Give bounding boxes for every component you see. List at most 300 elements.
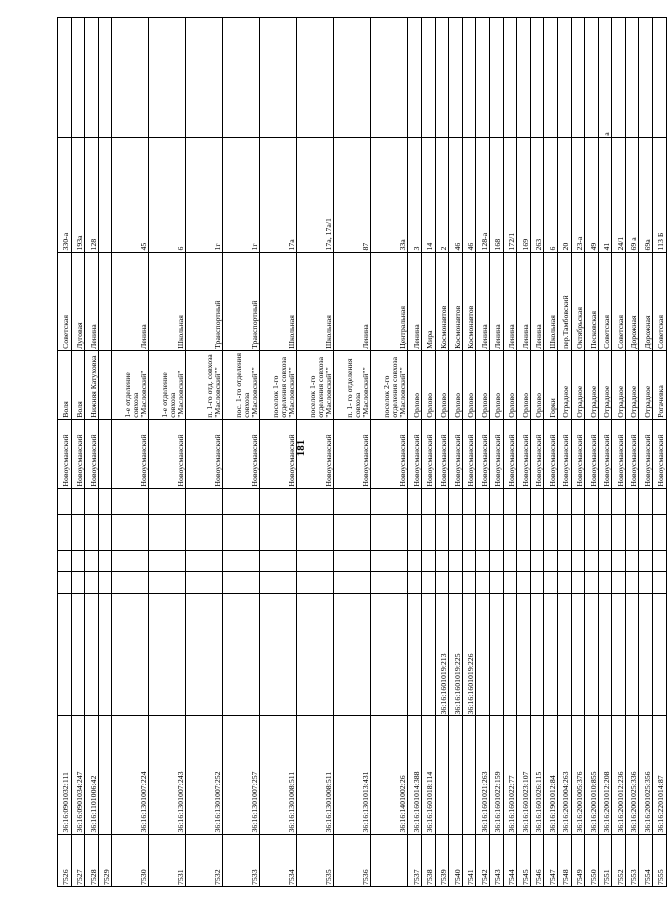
table-row bbox=[653, 18, 667, 887]
table-row bbox=[223, 18, 260, 887]
empty-cell bbox=[503, 572, 517, 593]
street-cell: Мира bbox=[421, 252, 435, 350]
cadastral-number-cell: 36:16:1601018:114 bbox=[421, 716, 435, 834]
table-row bbox=[462, 18, 476, 887]
letter-cell bbox=[476, 18, 490, 138]
row-number-cell: 7555 bbox=[653, 834, 667, 886]
street-cell: Школьная bbox=[260, 252, 297, 350]
district-cell: Новоусманский bbox=[557, 419, 571, 488]
house-number-cell: 46 bbox=[449, 137, 463, 252]
row-number-cell: 7528 bbox=[85, 834, 99, 886]
empty-cell bbox=[408, 488, 422, 514]
locality-cell: Воля bbox=[58, 350, 72, 419]
house-number-cell: 113 Б bbox=[653, 137, 667, 252]
street-cell: Советская bbox=[58, 252, 72, 350]
letter-cell bbox=[639, 18, 653, 138]
cadastral-number-extra-cell bbox=[503, 593, 517, 716]
district-cell: Новоусманский bbox=[639, 419, 653, 488]
empty-cell bbox=[408, 514, 422, 550]
cadastral-number-extra-cell bbox=[544, 593, 558, 716]
empty-cell bbox=[58, 488, 72, 514]
letter-cell bbox=[58, 18, 72, 138]
table-row bbox=[489, 18, 503, 887]
street-cell: Школьная bbox=[297, 252, 334, 350]
house-number-cell: 14 bbox=[421, 137, 435, 252]
empty-cell bbox=[653, 514, 667, 550]
letter-cell bbox=[435, 18, 449, 138]
district-cell: Новоусманский bbox=[517, 419, 531, 488]
table-row bbox=[408, 18, 422, 887]
street-cell: Ленина bbox=[85, 252, 99, 350]
letter-cell bbox=[585, 18, 599, 138]
cadastral-number-extra-cell bbox=[408, 593, 422, 716]
house-number-cell: 45 bbox=[112, 137, 149, 252]
locality-cell: Воля bbox=[71, 350, 85, 419]
row-number-cell: 7544 bbox=[503, 834, 517, 886]
empty-cell bbox=[585, 572, 599, 593]
empty-cell bbox=[85, 488, 99, 514]
locality-cell: поселок 1-го отделения совхоза "Масловский"" bbox=[260, 350, 297, 419]
row-number-cell: 7545 bbox=[517, 834, 531, 886]
cadastral-number-cell: 36:16:1301007:252 bbox=[186, 716, 223, 834]
empty-cell bbox=[260, 550, 297, 571]
empty-cell bbox=[371, 514, 408, 550]
district-cell: Новоусманский bbox=[598, 419, 612, 488]
letter-cell bbox=[112, 18, 149, 138]
row-number-cell: 7540 bbox=[449, 834, 463, 886]
empty-cell bbox=[625, 514, 639, 550]
row-number-cell: 7547 bbox=[544, 834, 558, 886]
cadastral-number-cell bbox=[435, 716, 449, 834]
district-cell: Новоусманский bbox=[476, 419, 490, 488]
empty-cell bbox=[58, 550, 72, 571]
district-cell: Новоусманский bbox=[544, 419, 558, 488]
row-number-cell: 7551 bbox=[598, 834, 612, 886]
locality-cell: Отрадное bbox=[612, 350, 626, 419]
locality-cell: Орлово bbox=[462, 350, 476, 419]
empty-cell bbox=[223, 550, 260, 571]
cadastral-number-extra-cell bbox=[85, 593, 99, 716]
table-row bbox=[85, 18, 99, 887]
locality-cell: Отрадное bbox=[625, 350, 639, 419]
table-row bbox=[612, 18, 626, 887]
table-row bbox=[557, 18, 571, 887]
empty-cell bbox=[435, 514, 449, 550]
empty-cell bbox=[186, 514, 223, 550]
street-cell: Советская bbox=[653, 252, 667, 350]
letter-cell bbox=[489, 18, 503, 138]
empty-cell bbox=[557, 572, 571, 593]
empty-cell bbox=[98, 572, 112, 593]
empty-cell bbox=[517, 514, 531, 550]
district-cell: Новоусманский bbox=[71, 419, 85, 488]
locality-cell: Орлово bbox=[435, 350, 449, 419]
empty-cell bbox=[517, 550, 531, 571]
cadastral-number-extra-cell bbox=[489, 593, 503, 716]
cadastral-number-extra-cell bbox=[149, 593, 186, 716]
letter-cell bbox=[557, 18, 571, 138]
table-row bbox=[297, 18, 334, 887]
house-number-cell: 168 bbox=[489, 137, 503, 252]
district-cell bbox=[98, 419, 112, 488]
table-row bbox=[435, 18, 449, 887]
row-number-cell: 7541 bbox=[462, 834, 476, 886]
street-cell: Дорожная bbox=[639, 252, 653, 350]
empty-cell bbox=[149, 514, 186, 550]
district-cell: Новоусманский bbox=[58, 419, 72, 488]
cadastral-number-cell: 36:16:2001005:376 bbox=[571, 716, 585, 834]
row-number-cell: 7539 bbox=[435, 834, 449, 886]
district-cell: Новоусманский bbox=[334, 419, 371, 488]
house-number-cell: 3 bbox=[408, 137, 422, 252]
empty-cell bbox=[625, 550, 639, 571]
street-cell: Ленина bbox=[334, 252, 371, 350]
empty-cell bbox=[462, 514, 476, 550]
district-cell: Новоусманский bbox=[297, 419, 334, 488]
locality-cell: Орлово bbox=[408, 350, 422, 419]
locality-cell: поселок 2-го отделения совхоза "Масловский"" bbox=[371, 350, 408, 419]
empty-cell bbox=[223, 572, 260, 593]
locality-cell: Орлово bbox=[449, 350, 463, 419]
empty-cell bbox=[98, 514, 112, 550]
empty-cell bbox=[489, 514, 503, 550]
empty-cell bbox=[85, 572, 99, 593]
cadastral-number-cell: 36:16:2201014:87 bbox=[653, 716, 667, 834]
street-cell: Ленина bbox=[112, 252, 149, 350]
empty-cell bbox=[571, 572, 585, 593]
district-cell: Новоусманский bbox=[462, 419, 476, 488]
empty-cell bbox=[598, 488, 612, 514]
district-cell: Новоусманский bbox=[435, 419, 449, 488]
row-number-cell: 7530 bbox=[112, 834, 149, 886]
district-cell: Новоусманский bbox=[530, 419, 544, 488]
empty-cell bbox=[476, 550, 490, 571]
empty-cell bbox=[503, 488, 517, 514]
street-cell: Центральная bbox=[371, 252, 408, 350]
table-row bbox=[71, 18, 85, 887]
district-cell: Новоусманский bbox=[449, 419, 463, 488]
cadastral-number-extra-cell bbox=[625, 593, 639, 716]
empty-cell bbox=[639, 550, 653, 571]
house-number-cell: 17а bbox=[260, 137, 297, 252]
street-cell: Транспортный bbox=[186, 252, 223, 350]
empty-cell bbox=[489, 572, 503, 593]
locality-cell: Отрадное bbox=[557, 350, 571, 419]
cadastral-number-extra-cell bbox=[98, 593, 112, 716]
letter-cell bbox=[625, 18, 639, 138]
page-number: 181 bbox=[295, 439, 307, 457]
row-number-cell: 7535 bbox=[297, 834, 334, 886]
empty-cell bbox=[85, 550, 99, 571]
empty-cell bbox=[149, 488, 186, 514]
empty-cell bbox=[449, 550, 463, 571]
empty-cell bbox=[557, 514, 571, 550]
empty-cell bbox=[571, 488, 585, 514]
empty-cell bbox=[71, 488, 85, 514]
empty-cell bbox=[334, 488, 371, 514]
cadastral-number-cell: 36:16:1601022:77 bbox=[503, 716, 517, 834]
empty-cell bbox=[639, 572, 653, 593]
cadastral-number-cell: 36:16:1301008:511 bbox=[260, 716, 297, 834]
table-row bbox=[371, 18, 408, 887]
district-cell: Новоусманский bbox=[571, 419, 585, 488]
empty-cell bbox=[544, 572, 558, 593]
empty-cell bbox=[112, 572, 149, 593]
letter-cell bbox=[612, 18, 626, 138]
row-number-cell: 7531 bbox=[149, 834, 186, 886]
house-number-cell: 6 bbox=[149, 137, 186, 252]
cadastral-number-cell: 36:16:1101006:42 bbox=[85, 716, 99, 834]
empty-cell bbox=[585, 514, 599, 550]
empty-cell bbox=[489, 550, 503, 571]
row-number-cell: 7527 bbox=[71, 834, 85, 886]
cadastral-number-cell bbox=[449, 716, 463, 834]
cadastral-number-cell: 36:16:1601022:159 bbox=[489, 716, 503, 834]
table-row bbox=[530, 18, 544, 887]
house-number-cell: 169 bbox=[517, 137, 531, 252]
house-number-cell: 172/1 bbox=[503, 137, 517, 252]
empty-cell bbox=[612, 550, 626, 571]
locality-cell: Орлово bbox=[421, 350, 435, 419]
table-row bbox=[517, 18, 531, 887]
letter-cell bbox=[421, 18, 435, 138]
table-row bbox=[476, 18, 490, 887]
street-cell: Школьная bbox=[544, 252, 558, 350]
table-row bbox=[260, 18, 297, 887]
house-number-cell: 17а, 17а/1 bbox=[297, 137, 334, 252]
row-number-cell: 7552 bbox=[612, 834, 626, 886]
cadastral-number-cell: 36:16:2001004:263 bbox=[557, 716, 571, 834]
letter-cell bbox=[297, 18, 334, 138]
empty-cell bbox=[435, 550, 449, 571]
letter-cell: а bbox=[598, 18, 612, 138]
empty-cell bbox=[58, 572, 72, 593]
letter-cell bbox=[408, 18, 422, 138]
empty-cell bbox=[421, 550, 435, 571]
empty-cell bbox=[517, 572, 531, 593]
table-row bbox=[149, 18, 186, 887]
street-cell: Ленина bbox=[476, 252, 490, 350]
empty-cell bbox=[557, 550, 571, 571]
district-cell: Новоусманский bbox=[371, 419, 408, 488]
cadastral-number-cell: 36:16:2001025:336 bbox=[625, 716, 639, 834]
letter-cell bbox=[462, 18, 476, 138]
street-cell: Луговая bbox=[71, 252, 85, 350]
cadastral-number-extra-cell bbox=[58, 593, 72, 716]
locality-cell: Отрадное bbox=[571, 350, 585, 419]
empty-cell bbox=[85, 514, 99, 550]
empty-cell bbox=[223, 488, 260, 514]
cadastral-number-cell: 36:16:1601021:263 bbox=[476, 716, 490, 834]
empty-cell bbox=[421, 572, 435, 593]
cadastral-number-extra-cell bbox=[612, 593, 626, 716]
empty-cell bbox=[58, 514, 72, 550]
house-number-cell: 69 а bbox=[625, 137, 639, 252]
empty-cell bbox=[544, 550, 558, 571]
empty-cell bbox=[625, 572, 639, 593]
cadastral-number-cell: 36:16:1601014:388 bbox=[408, 716, 422, 834]
cadastral-number-extra-cell: 36:16:1601019:226 bbox=[462, 593, 476, 716]
cadastral-number-extra-cell bbox=[112, 593, 149, 716]
empty-cell bbox=[653, 488, 667, 514]
cadastral-number-extra-cell bbox=[297, 593, 334, 716]
cadastral-number-cell: 36:16:1301013:431 bbox=[334, 716, 371, 834]
registry-table-body bbox=[58, 18, 667, 887]
locality-cell: поселок 1-го отделения совхоза "Масловский"" bbox=[297, 350, 334, 419]
empty-cell bbox=[297, 572, 334, 593]
street-cell: Советская bbox=[598, 252, 612, 350]
row-number-cell: 7542 bbox=[476, 834, 490, 886]
locality-cell: Горки bbox=[544, 350, 558, 419]
table-row bbox=[334, 18, 371, 887]
street-cell: пер.Тамбовский bbox=[557, 252, 571, 350]
cadastral-number-extra-cell bbox=[476, 593, 490, 716]
cadastral-number-extra-cell bbox=[517, 593, 531, 716]
table-row bbox=[503, 18, 517, 887]
cadastral-number-cell: 36:16:0901032:111 bbox=[58, 716, 72, 834]
district-cell: Новоусманский bbox=[489, 419, 503, 488]
empty-cell bbox=[462, 550, 476, 571]
table-row bbox=[598, 18, 612, 887]
empty-cell bbox=[371, 550, 408, 571]
empty-cell bbox=[503, 550, 517, 571]
district-cell: Новоусманский bbox=[186, 419, 223, 488]
cadastral-number-cell: 36:16:2001012:208 bbox=[598, 716, 612, 834]
street-cell: Дорожная bbox=[625, 252, 639, 350]
empty-cell bbox=[585, 488, 599, 514]
district-cell: Новоусманский bbox=[503, 419, 517, 488]
table-row bbox=[639, 18, 653, 887]
empty-cell bbox=[639, 514, 653, 550]
cadastral-number-cell: 36:16:1301007:257 bbox=[223, 716, 260, 834]
locality-cell: Орлово bbox=[517, 350, 531, 419]
district-cell: Новоусманский bbox=[260, 419, 297, 488]
locality-cell: Отрадное bbox=[639, 350, 653, 419]
empty-cell bbox=[489, 488, 503, 514]
row-number-cell: 7543 bbox=[489, 834, 503, 886]
house-number-cell: 128 bbox=[85, 137, 99, 252]
empty-cell bbox=[653, 572, 667, 593]
cadastral-number-extra-cell bbox=[260, 593, 297, 716]
empty-cell bbox=[435, 572, 449, 593]
empty-cell bbox=[297, 550, 334, 571]
house-number-cell: 33а bbox=[371, 137, 408, 252]
empty-cell bbox=[149, 572, 186, 593]
empty-cell bbox=[449, 488, 463, 514]
letter-cell bbox=[571, 18, 585, 138]
table-row bbox=[186, 18, 223, 887]
table-row bbox=[98, 18, 112, 887]
empty-cell bbox=[408, 572, 422, 593]
cadastral-number-extra-cell bbox=[223, 593, 260, 716]
row-number-cell: 7550 bbox=[585, 834, 599, 886]
empty-cell bbox=[98, 488, 112, 514]
street-cell: Школьная bbox=[149, 252, 186, 350]
empty-cell bbox=[530, 488, 544, 514]
row-number-cell: 7548 bbox=[557, 834, 571, 886]
empty-cell bbox=[98, 550, 112, 571]
letter-cell bbox=[371, 18, 408, 138]
house-number-cell: 20 bbox=[557, 137, 571, 252]
letter-cell bbox=[503, 18, 517, 138]
letter-cell bbox=[98, 18, 112, 138]
empty-cell bbox=[612, 488, 626, 514]
letter-cell bbox=[517, 18, 531, 138]
locality-cell: 1-е отделение совхоза "Масловский" bbox=[112, 350, 149, 419]
street-cell: Ленина bbox=[503, 252, 517, 350]
empty-cell bbox=[503, 514, 517, 550]
cadastral-number-extra-cell bbox=[557, 593, 571, 716]
row-number-cell: 7538 bbox=[421, 834, 435, 886]
letter-cell bbox=[85, 18, 99, 138]
row-number-cell: 7554 bbox=[639, 834, 653, 886]
district-cell: Новоусманский bbox=[585, 419, 599, 488]
empty-cell bbox=[71, 514, 85, 550]
house-number-cell: 69а bbox=[639, 137, 653, 252]
house-number-cell: 23-а bbox=[571, 137, 585, 252]
row-number-cell: 7536 bbox=[334, 834, 371, 886]
empty-cell bbox=[112, 550, 149, 571]
locality-cell: Отрадное bbox=[598, 350, 612, 419]
cadastral-number-extra-cell bbox=[653, 593, 667, 716]
district-cell: Новоусманский bbox=[653, 419, 667, 488]
empty-cell bbox=[223, 514, 260, 550]
table-row bbox=[625, 18, 639, 887]
street-cell: Космонавтов bbox=[435, 252, 449, 350]
letter-cell bbox=[149, 18, 186, 138]
district-cell: Новоусманский bbox=[612, 419, 626, 488]
row-number-cell: 7553 bbox=[625, 834, 639, 886]
letter-cell bbox=[71, 18, 85, 138]
row-number-cell bbox=[371, 834, 408, 886]
locality-cell: Орлово bbox=[530, 350, 544, 419]
registry-sheet bbox=[57, 17, 666, 887]
house-number-cell: 24/1 bbox=[612, 137, 626, 252]
cadastral-number-extra-cell bbox=[585, 593, 599, 716]
cadastral-number-extra-cell bbox=[371, 593, 408, 716]
empty-cell bbox=[186, 488, 223, 514]
house-number-cell: 87 bbox=[334, 137, 371, 252]
empty-cell bbox=[149, 550, 186, 571]
house-number-cell: 330-а bbox=[58, 137, 72, 252]
registry-table bbox=[57, 17, 667, 887]
locality-cell: Рогачевка bbox=[653, 350, 667, 419]
house-number-cell: 193а bbox=[71, 137, 85, 252]
cadastral-number-cell: 36:16:1301008:511 bbox=[297, 716, 334, 834]
street-cell: Транспортный bbox=[223, 252, 260, 350]
cadastral-number-extra-cell bbox=[530, 593, 544, 716]
district-cell: Новоусманский bbox=[85, 419, 99, 488]
row-number-cell: 7532 bbox=[186, 834, 223, 886]
house-number-cell: 263 bbox=[530, 137, 544, 252]
letter-cell bbox=[260, 18, 297, 138]
cadastral-number-extra-cell bbox=[571, 593, 585, 716]
locality-cell: п. 1-го отд. совхоза "Масловский"" bbox=[186, 350, 223, 419]
row-number-cell: 7526 bbox=[58, 834, 72, 886]
street-cell: Октябрьская bbox=[571, 252, 585, 350]
district-cell: Новоусманский bbox=[408, 419, 422, 488]
house-number-cell: 2 bbox=[435, 137, 449, 252]
empty-cell bbox=[530, 550, 544, 571]
house-number-cell: 41 bbox=[598, 137, 612, 252]
empty-cell bbox=[530, 572, 544, 593]
cadastral-number-cell: 36:16:1401002:26 bbox=[371, 716, 408, 834]
table-row bbox=[421, 18, 435, 887]
cadastral-number-cell: 36:16:1601026:115 bbox=[530, 716, 544, 834]
letter-cell bbox=[449, 18, 463, 138]
cadastral-number-extra-cell bbox=[71, 593, 85, 716]
empty-cell bbox=[186, 572, 223, 593]
